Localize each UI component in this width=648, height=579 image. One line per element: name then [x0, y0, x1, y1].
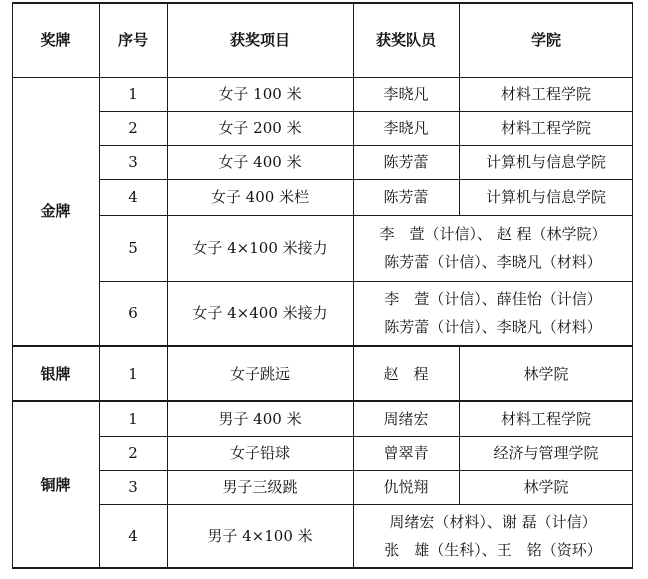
table-border-top — [12, 2, 633, 4]
row-divider — [99, 179, 633, 180]
gold-row2-event: 女子 200 米 — [218, 119, 302, 137]
gold-row6-event: 女子 4×400 米接力 — [192, 304, 328, 322]
gold-row2-seq: 2 — [128, 119, 138, 137]
header-event: 获奖项目 — [229, 30, 290, 49]
medal-gold: 金牌 — [40, 202, 71, 220]
bronze-row1-members: 周绪宏 — [383, 410, 429, 428]
gold-row2-college: 材料工程学院 — [500, 119, 591, 137]
group-divider — [12, 400, 633, 402]
col-divider — [459, 345, 460, 504]
bronze-row1-event: 男子 400 米 — [218, 410, 302, 428]
gold-row4-college: 计算机与信息学院 — [485, 188, 606, 206]
col-divider — [459, 2, 460, 215]
gold-row1-college: 材料工程学院 — [500, 85, 591, 103]
table-border-right — [632, 2, 633, 569]
bronze-row3-event: 男子三级跳 — [222, 478, 298, 496]
members-line: 周绪宏（材料）、谢 磊（计信） — [389, 513, 597, 531]
silver-row1-event: 女子跳远 — [229, 364, 290, 383]
bronze-row4-event: 男子 4×100 米 — [207, 527, 313, 545]
bronze-row2-event: 女子铅球 — [229, 444, 290, 462]
gold-row4-event: 女子 400 米栏 — [210, 188, 310, 206]
header-members: 获奖队员 — [375, 30, 436, 49]
silver-row1-college: 林学院 — [523, 364, 569, 383]
gold-row3-college: 计算机与信息学院 — [485, 153, 606, 171]
medal-table — [12, 2, 633, 568]
bronze-row3-college: 林学院 — [523, 478, 569, 496]
medal-bronze: 铜牌 — [40, 476, 71, 494]
gold-row4-seq: 4 — [128, 188, 138, 206]
gold-row6-members — [353, 281, 633, 345]
gold-row3-event: 女子 400 米 — [218, 153, 302, 171]
bronze-row2-members: 曾翠青 — [383, 444, 429, 462]
header-seq: 序号 — [117, 30, 148, 49]
row-divider — [99, 215, 633, 216]
bronze-row1-seq: 1 — [128, 410, 138, 428]
row-divider — [99, 281, 633, 282]
row-divider — [99, 470, 633, 471]
gold-row2-members: 李晓凡 — [383, 119, 429, 137]
header-medal: 奖牌 — [40, 30, 71, 49]
group-divider — [12, 345, 633, 347]
bronze-row2-seq: 2 — [128, 444, 138, 462]
gold-row1-members: 李晓凡 — [383, 85, 429, 103]
gold-row4-members: 陈芳蕾 — [383, 188, 429, 206]
gold-row5-members — [353, 215, 633, 281]
row-divider — [99, 145, 633, 146]
silver-row1-seq: 1 — [128, 364, 138, 383]
bronze-row1-college: 材料工程学院 — [500, 410, 591, 428]
row-divider — [99, 111, 633, 112]
gold-row3-seq: 3 — [128, 153, 138, 171]
row-divider — [99, 436, 633, 437]
table-border-bottom — [12, 567, 633, 569]
members-line: 李 萱（计信）、薛佳怡（计信） — [384, 290, 602, 308]
gold-row5-seq: 5 — [128, 239, 138, 257]
gold-row1-seq: 1 — [128, 85, 138, 103]
gold-row6-seq: 6 — [128, 304, 138, 322]
gold-row5-event: 女子 4×100 米接力 — [192, 239, 328, 257]
gold-row1-event: 女子 100 米 — [218, 85, 302, 103]
col-divider — [353, 2, 354, 569]
bronze-row3-members: 仇悦翔 — [383, 478, 429, 496]
gold-row3-members: 陈芳蕾 — [383, 153, 429, 171]
header-college: 学院 — [530, 30, 561, 49]
col-divider — [99, 2, 100, 569]
members-line: 张 雄（生科）、王 铭（资环） — [384, 541, 602, 559]
bronze-row4-members — [353, 504, 633, 568]
members-line: 李 萱（计信）、 赵 程（林学院） — [379, 225, 607, 243]
row-divider — [12, 77, 633, 78]
bronze-row2-college: 经济与管理学院 — [493, 444, 599, 462]
bronze-row4-seq: 4 — [128, 527, 138, 545]
medal-silver: 银牌 — [40, 364, 71, 383]
col-divider — [167, 2, 168, 569]
members-line: 陈芳蕾（计信）、李晓凡（材料） — [384, 253, 602, 271]
table-border-left — [12, 2, 13, 569]
row-divider — [99, 504, 633, 505]
members-line: 陈芳蕾（计信）、李晓凡（材料） — [384, 318, 602, 336]
silver-row1-members: 赵 程 — [383, 364, 429, 383]
bronze-row3-seq: 3 — [128, 478, 138, 496]
